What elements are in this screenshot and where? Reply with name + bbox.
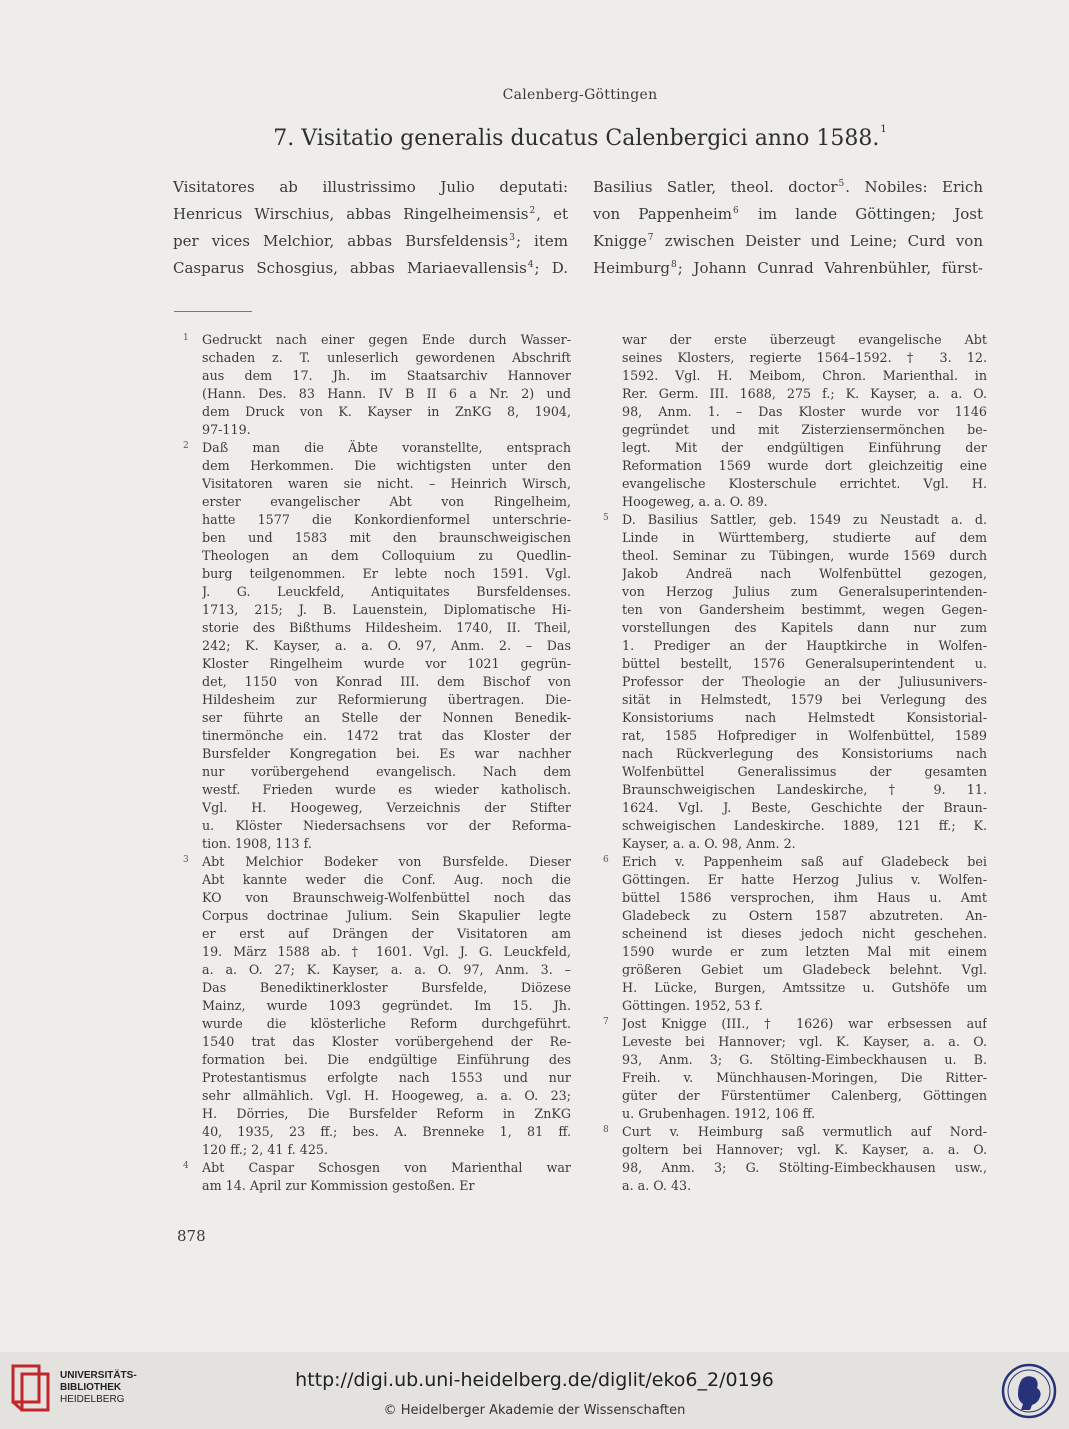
body-text-segment: Henricus Wirschius, abbas Ringelheimensis (173, 205, 529, 223)
footnote-line: schweigischen Landeskirche. 1889, 121 ff.; K. (622, 818, 987, 833)
footnote-line: Curt v. Heimburg saß vermutlich auf Nord- (622, 1124, 987, 1139)
footnote-marker: 7 (603, 1017, 609, 1027)
footnote-line: burg teilgenommen. Er lebte noch 1591. Vgl. (202, 566, 571, 581)
footnote-line: Hildesheim zur Reformierung übertragen. Die- (202, 692, 571, 707)
footnote (622, 331, 987, 511)
footnote-line: Leveste bei Hannover; vgl. K. Kayser, a. a. O. (622, 1034, 987, 1049)
footnote-line: Abt Melchior Bodeker von Bursfelde. Dieser (202, 854, 571, 869)
footnote-line: H. Lücke, Burgen, Amtssitze u. Gutshöfe um (622, 980, 987, 995)
body-text-segment: , et (536, 205, 568, 223)
footnote-line: Kayser, a. a. O. 98, Anm. 2. (622, 836, 796, 851)
library-name-line2: BIBLIOTHEK (60, 1382, 122, 1393)
body-text-segment: zwischen Deister und Leine; Curd von (654, 232, 983, 250)
body-text-left-column (173, 174, 568, 282)
body-line (173, 201, 568, 228)
page-number: 878 (177, 1227, 206, 1245)
document-url-link[interactable]: http://digi.ub.uni-heidelberg.de/diglit/eko6_2/0196 (295, 1369, 774, 1391)
footnote-line: 40, 1935, 23 ff.; bes. A. Brenneke 1, 81 ff. (202, 1124, 571, 1139)
footnote-line: Freih. v. Münchhausen-Moringen, Die Ritter- (622, 1070, 987, 1085)
footnote-line: gegründet und mit Zisterziensermönchen be- (622, 422, 987, 437)
body-text-segment: im lande Göttingen; Jost (739, 205, 983, 223)
body-line (173, 228, 568, 255)
footnote-line: storie des Bißthums Hildesheim. 1740, II. Theil, (202, 620, 571, 635)
footnote-line: nur vorübergehend evangelisch. Nach dem (202, 764, 571, 779)
footnote-line: dem Herkommen. Die wichtigsten unter den (202, 458, 571, 473)
title-text: 7. Visitatio generalis ducatus Calenbergici anno 1588. (273, 126, 880, 151)
footnote-line: D. Basilius Sattler, geb. 1549 zu Neustadt a. d. (622, 512, 987, 527)
footnote-marker: 6 (603, 855, 609, 865)
body-line (593, 174, 983, 201)
footnote-line: (Hann. Des. 83 Hann. IV B II 6 a Nr. 2) und (202, 386, 571, 401)
body-text-segment: per vices Melchior, abbas Bursfeldensis (173, 232, 509, 250)
footnote-line: a. a. O. 43. (622, 1178, 692, 1193)
footnote-line: a. a. O. 27; K. Kayser, a. a. O. 97, Anm. 3. – (202, 962, 571, 977)
footnote-line: scheinend ist dieses jedoch nicht geschehen. (622, 926, 987, 941)
footnote-reference: 5 (838, 179, 845, 189)
footnote-line: Protestantismus erfolgte nach 1553 und nur (202, 1070, 571, 1085)
footnote-line: güter der Fürstentümer Calenberg, Göttingen (622, 1088, 987, 1103)
body-text-segment: Knigge (593, 232, 647, 250)
footnote-line: er erst auf Drängen der Visitatoren am (202, 926, 571, 941)
footnote-separator-rule (174, 311, 252, 312)
footnote (603, 511, 987, 853)
footnotes-left-column (183, 331, 571, 1195)
body-text-segment: ; Johann Cunrad Vahrenbühler, fürst- (677, 259, 983, 277)
footnote-line: ten von Gandersheim bestimmt, wegen Gegen- (622, 602, 987, 617)
footnote-line: Rer. Germ. III. 1688, 275 f.; K. Kayser, a. a. O. (622, 386, 987, 401)
footnote-line: nach Rückverlegung des Konsistoriums nach (622, 746, 987, 761)
footnote-line: ser führte an Stelle der Nonnen Benedik- (202, 710, 571, 725)
footnote-line: 1590 wurde er zum letzten Mal mit einem (622, 944, 987, 959)
body-text-segment: Visitatores ab illustrissimo Julio deputati: (173, 178, 568, 196)
footnote-line: 1540 trat das Kloster vorübergehend der Re- (202, 1034, 571, 1049)
viewer-footer (0, 1352, 1069, 1429)
footnote-line: Abt Caspar Schosgen von Marienthal war (202, 1160, 571, 1175)
footnote-line: rat, 1585 Hofprediger in Wolfenbüttel, 1589 (622, 728, 987, 743)
section-title (0, 126, 1069, 151)
footnote-line: Daß man die Äbte voranstellte, entsprach (202, 440, 571, 455)
footnote-line: Göttingen. 1952, 53 f. (622, 998, 763, 1013)
body-line (593, 255, 983, 282)
footnote-line: det, 1150 von Konrad III. dem Bischof von (202, 674, 571, 689)
body-line (593, 201, 983, 228)
body-line (173, 174, 568, 201)
footnote-line: ben und 1583 mit den braunschweigischen (202, 530, 571, 545)
footnote-line: Theologen an dem Colloquium zu Quedlin- (202, 548, 571, 563)
footnote-line: aus dem 17. Jh. im Staatsarchiv Hannover (202, 368, 571, 383)
footnote (603, 1123, 987, 1195)
footnote-line: 120 ff.; 2, 41 f. 425. (202, 1142, 329, 1157)
library-name-line3: HEIDELBERG (60, 1394, 125, 1405)
footnote-line: sität in Helmstedt, 1579 bei Verlegung des (622, 692, 987, 707)
footnote-line: war der erste überzeugt evangelische Abt (622, 332, 987, 347)
footnote-line: Gedruckt nach einer gegen Ende durch Wasser- (202, 332, 571, 347)
footnote-reference: 7 (647, 233, 654, 243)
footnote-line: büttel bestellt, 1576 Generalsuperintendent u. (622, 656, 987, 671)
footnote-line: 1. Prediger an der Hauptkirche in Wolfen- (622, 638, 987, 653)
footnote-line: 97-119. (202, 422, 251, 437)
academy-seal-icon (1001, 1363, 1057, 1419)
footnote-line: Jost Knigge (III., † 1626) war erbsessen auf (622, 1016, 987, 1031)
footnote (183, 1159, 571, 1195)
footnote-line: Professor der Theologie an der Juliusunivers- (622, 674, 987, 689)
footnote-line: goltern bei Hannover; vgl. K. Kayser, a. a. O. (622, 1142, 987, 1157)
footnote-line: 98, Anm. 1. – Das Kloster wurde vor 1146 (622, 404, 987, 419)
footnote-line: 19. März 1588 ab. † 1601. Vgl. J. G. Leuckfeld, (202, 944, 571, 959)
body-text-segment: ; D. (534, 259, 568, 277)
footnote-reference: 6 (733, 206, 739, 216)
footnote-reference: 2 (529, 206, 536, 216)
footnote-line: Wolfenbüttel Generalissimus der gesamten (622, 764, 987, 779)
footnote-marker: 2 (183, 441, 189, 451)
footnote-reference: 3 (509, 233, 515, 243)
footnote (183, 331, 571, 439)
library-name-line1: UNIVERSITÄTS- (60, 1370, 137, 1381)
footnote-line: wurde die klösterliche Reform durchgeführt. (202, 1016, 571, 1031)
footnote-line: Corpus doctrinae Julium. Sein Skapulier legte (202, 908, 571, 923)
footnote-line: sehr allmählich. Vgl. H. Hoogeweg, a. a. O. 23; (202, 1088, 571, 1103)
footnote-line: seines Klosters, regierte 1564–1592. † 3. 12. (622, 350, 987, 365)
body-line (593, 228, 983, 255)
footnote-line: formation bei. Die endgültige Einführung des (202, 1052, 571, 1067)
footnote-line: Erich v. Pappenheim saß auf Gladebeck bei (622, 854, 987, 869)
body-text-segment: ; item (515, 232, 568, 250)
footnote-line: hatte 1577 die Konkordienformel unterschrie- (202, 512, 571, 527)
body-line (173, 255, 568, 282)
footnote-reference: 8 (671, 260, 677, 270)
footnote-line: am 14. April zur Kommission gestoßen. Er (202, 1178, 475, 1193)
running-head: Calenberg-Göttingen (502, 87, 658, 103)
footnote-line: Konsistoriums nach Helmstedt Konsistorial- (622, 710, 987, 725)
footnote-line: größeren Gebiet um Gladebeck belehnt. Vgl. (622, 962, 987, 977)
footnote-line: Das Benediktinerkloster Bursfelde, Diözese (202, 980, 571, 995)
footnote-line: Vgl. H. Hoogeweg, Verzeichnis der Stifter (202, 800, 571, 815)
footnote-line: evangelische Klosterschule errichtet. Vgl. H. (622, 476, 987, 491)
footnote-line: 1624. Vgl. J. Beste, Geschichte der Braun- (622, 800, 987, 815)
body-text-segment: Heimburg (593, 259, 671, 277)
footnote-line: 98, Anm. 3; G. Stölting-Eimbeckhausen usw., (622, 1160, 987, 1175)
footnote-line: vorstellungen des Kapitels dann nur zum (622, 620, 987, 635)
footnote (183, 853, 571, 1159)
footnote-line: Gladebeck zu Ostern 1587 abzutreten. An- (622, 908, 987, 923)
footnote-line: tion. 1908, 113 f. (202, 836, 312, 851)
footnote-line: 93, Anm. 3; G. Stölting-Eimbeckhausen u. B. (622, 1052, 987, 1067)
copyright-notice: © Heidelberger Akademie der Wissenschaften (383, 1403, 686, 1418)
footnote-line: dem Druck von K. Kayser in ZnKG 8, 1904, (202, 404, 571, 419)
body-text-segment: Basilius Satler, theol. doctor (593, 178, 838, 196)
body-text-segment: von Pappenheim (593, 205, 733, 223)
footnote-line: Bursfelder Kongregation bei. Es war nachher (202, 746, 571, 761)
footnote-marker: 3 (183, 855, 189, 865)
footnote-line: von Herzog Julius zum Generalsuperintenden- (622, 584, 987, 599)
footnote-line: H. Dörries, Die Bursfelder Reform in ZnKG (202, 1106, 571, 1121)
footnote (603, 1015, 987, 1123)
footnote (183, 439, 571, 853)
footnote-line: erster evangelischer Abt von Ringelheim, (202, 494, 571, 509)
body-text-segment: Casparus Schosgius, abbas Mariaevallensis (173, 259, 527, 277)
footnote-marker: 8 (603, 1125, 609, 1135)
footnote-line: 1592. Vgl. H. Meibom, Chron. Marienthal. in (622, 368, 987, 383)
footnote-line: legt. Mit der endgültigen Einführung der (622, 440, 987, 455)
footnote-line: Linde in Württemberg, studierte auf dem (622, 530, 987, 545)
footnote-line: Kloster Ringelheim wurde vor 1021 gegrün- (202, 656, 571, 671)
footnote-line: u. Klöster Niedersachsens vor der Reforma- (202, 818, 571, 833)
title-footnote-ref: 1 (880, 124, 887, 135)
footnote (603, 853, 987, 1015)
footnote-line: tinermönche ein. 1472 trat das Kloster der (202, 728, 571, 743)
footnotes-right-column (603, 331, 987, 1195)
footnote-line: Jakob Andreä nach Wolfenbüttel gezogen, (622, 566, 987, 581)
footnote-line: u. Grubenhagen. 1912, 106 ff. (622, 1106, 816, 1121)
footnote-line: KO von Braunschweig-Wolfenbüttel noch das (202, 890, 571, 905)
footnote-line: Reformation 1569 wurde dort gleichzeitig eine (622, 458, 987, 473)
footnote-line: Göttingen. Er hatte Herzog Julius v. Wolfen- (622, 872, 987, 887)
footnote-line: 242; K. Kayser, a. a. O. 97, Anm. 2. – Das (202, 638, 571, 653)
footnote-line: schaden z. T. unleserlich gewordenen Abschrift (202, 350, 571, 365)
footnote-line: westf. Frieden wurde es wieder katholisch. (202, 782, 571, 797)
footnote-line: 1713, 215; J. B. Lauenstein, Diplomatische Hi- (202, 602, 571, 617)
footnote-line: Braunschweigischen Landeskirche, † 9. 11. (622, 782, 987, 797)
footnote-line: theol. Seminar zu Tübingen, wurde 1569 durch (622, 548, 987, 563)
footnote-line: J. G. Leuckfeld, Antiquitates Bursfeldenses. (202, 584, 571, 599)
footnote-marker: 4 (183, 1161, 189, 1171)
footnote-marker: 1 (183, 333, 189, 343)
footnote-reference: 4 (527, 260, 534, 270)
footnote-line: Visitatoren waren sie nicht. – Heinrich Wirsch, (202, 476, 571, 491)
footnote-line: Abt kannte weder die Conf. Aug. noch die (202, 872, 571, 887)
body-text-right-column (593, 174, 983, 282)
footnote-line: Hoogeweg, a. a. O. 89. (622, 494, 768, 509)
footnote-line: büttel 1586 versprochen, ihm Haus u. Amt (622, 890, 987, 905)
body-text-segment: . Nobiles: Erich (845, 178, 984, 196)
footnote-marker: 5 (603, 513, 609, 523)
footnote-line: Mainz, wurde 1093 gegründet. Im 15. Jh. (202, 998, 571, 1013)
